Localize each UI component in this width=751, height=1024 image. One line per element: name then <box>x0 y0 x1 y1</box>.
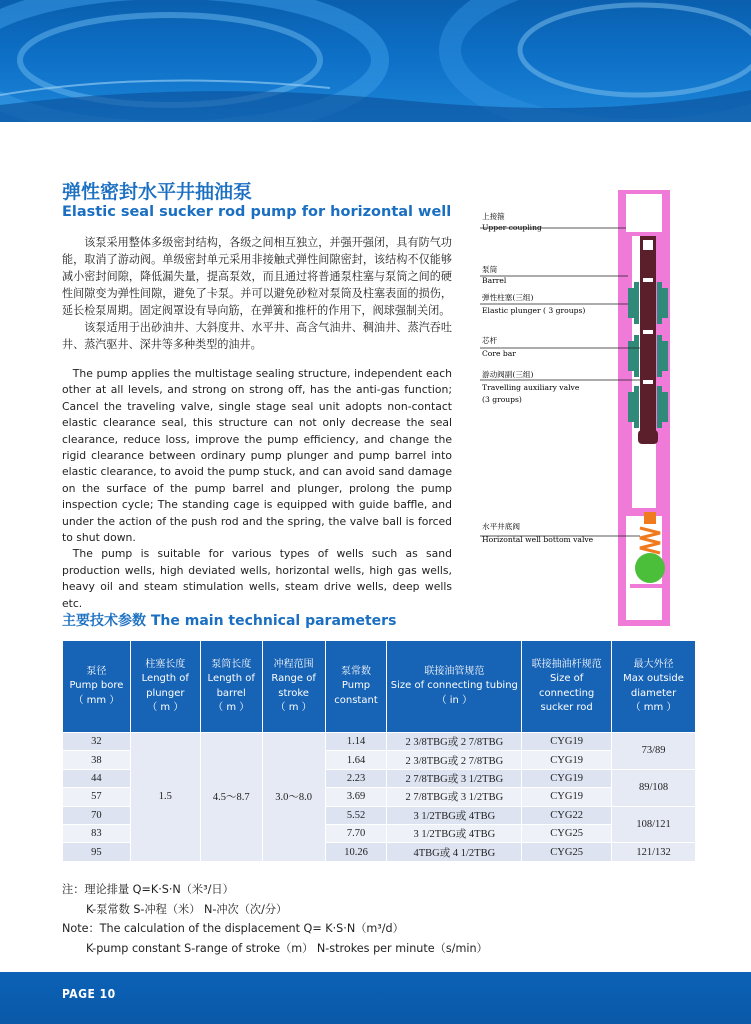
header-barrel-length: 泵筒长度 Length of barrel （ m ） <box>200 641 262 733</box>
cell-bore: 95 <box>63 843 131 861</box>
cell-bore: 70 <box>63 806 131 824</box>
valve-push-rod <box>644 512 656 524</box>
label-core-bar-cn: 芯杆 <box>482 336 498 345</box>
label-valve-cn: 游动阀副(三组) <box>482 370 534 379</box>
cell-constant: 10.26 <box>325 843 387 861</box>
label-plunger-en: Elastic plunger ( 3 groups) <box>482 306 586 315</box>
description-cn-paragraph: 该泵适用于出砂油井、大斜度井、水平井、高含气油井、稠油井、蒸汽吞吐井、蒸汽驱井、深井等多种类型的油井。 <box>62 321 452 351</box>
header-stroke-range: 冲程范围 Range of stroke （ m ） <box>262 641 325 733</box>
cell-constant: 5.52 <box>325 806 387 824</box>
valve-ball <box>635 553 665 583</box>
cell-bore: 38 <box>63 751 131 769</box>
label-plunger-cn: 弹性柱塞(三组) <box>482 293 534 302</box>
cell-rod: CYG25 <box>522 843 612 861</box>
cell-tubing: 3 1/2TBG或 4TBG <box>387 806 522 824</box>
banner-wave-graphic <box>0 0 751 122</box>
cell-tubing: 2 7/8TBG或 3 1/2TBG <box>387 788 522 806</box>
cell-plunger-length: 1.5 <box>130 733 200 862</box>
page-title-cn: 弹性密封水平井抽油泵 <box>62 181 253 203</box>
core-bar <box>640 236 656 441</box>
header-tubing-size: 联接油管规范 Size of connecting tubing （ in ） <box>387 641 522 733</box>
top-banner <box>0 0 751 122</box>
note-line: K-pump constant S-range of stroke（m） N-strokes per minute（s/min） <box>86 941 488 955</box>
cell-rod: CYG19 <box>522 733 612 751</box>
header-pump-bore: 泵径 Pump bore （ mm ） <box>63 641 131 733</box>
cell-constant: 2.23 <box>325 769 387 787</box>
cell-max-diameter: 108/121 <box>612 806 696 843</box>
cell-constant: 1.64 <box>325 751 387 769</box>
cell-rod: CYG19 <box>522 788 612 806</box>
label-bottom-valve-cn: 水平井底阀 <box>482 522 520 531</box>
label-barrel-cn: 泵筒 <box>482 265 498 274</box>
description-en <box>62 366 452 612</box>
cell-tubing: 3 1/2TBG或 4TBG <box>387 824 522 842</box>
cell-bore: 32 <box>63 733 131 751</box>
cell-tubing: 2 7/8TBG或 3 1/2TBG <box>387 769 522 787</box>
label-core-bar-en: Core bar <box>482 349 516 358</box>
cell-tubing: 2 3/8TBG或 2 7/8TBG <box>387 733 522 751</box>
label-valve-en: Travelling auxiliary valve <box>482 383 580 392</box>
description-cn <box>62 234 452 353</box>
cell-tubing: 2 3/8TBG或 2 7/8TBG <box>387 751 522 769</box>
cell-max-diameter: 73/89 <box>612 733 696 770</box>
description-en-paragraph: The pump applies the multistage sealing structure, independent each other at all levels, and strong on strong off, has the anti-gas function; Cancel the traveling valve, single stage seal unit adopts non-contact elastic clearance seal, this structure can not only decrease the seal clearance, reduce loss, improve the pump efficiency, and change the rigid clearance between ordinary pump plunger and pump barrel into elastic clearance, to avoid the pump stuck, and can avoid sand damage on the surface of the pump barrel and plunger, prolong the pump inspection cycle; The standing cage is equipped with guide baffle, and under the action of the push rod and the spring, the valve ball is forced to shut down. <box>62 367 452 545</box>
section-title: 主要技术参数 The main technical parameters <box>62 613 397 629</box>
cell-rod: CYG25 <box>522 824 612 842</box>
cell-stroke-range: 3.0～8.0 <box>262 733 325 862</box>
label-bottom-valve-en: Horizontal well bottom valve <box>482 535 594 544</box>
cell-bore: 57 <box>63 788 131 806</box>
cell-constant: 7.70 <box>325 824 387 842</box>
note-line: 注：理论排量 Q=K·S·N（米³/日） <box>62 883 234 896</box>
cell-barrel-length: 4.5～8.7 <box>200 733 262 862</box>
header-max-diameter: 最大外径 Max outside diameter （ mm ） <box>612 641 696 733</box>
cell-max-diameter: 89/108 <box>612 769 696 806</box>
table-header-row <box>63 641 696 733</box>
label-upper-coupling-en: Upper coupling <box>482 223 542 232</box>
cell-rod: CYG22 <box>522 806 612 824</box>
cell-constant: 3.69 <box>325 788 387 806</box>
pump-structure-diagram <box>480 190 680 630</box>
page-title-en: Elastic seal sucker rod pump for horizontal well <box>62 204 452 220</box>
note-line: Note：The calculation of the displacement Q= K·S·N（m³/d） <box>62 922 404 935</box>
cell-rod: CYG19 <box>522 751 612 769</box>
cell-max-diameter: 121/132 <box>612 843 696 861</box>
description-en-paragraph: The pump is suitable for various types of wells such as sand production wells, high deviated wells, horizontal wells, high gas wells, heavy oil and steam stimulation wells, steam drive wells, deep wells etc. <box>62 547 452 610</box>
cell-rod: CYG19 <box>522 769 612 787</box>
label-barrel-en: Barrel <box>482 276 507 285</box>
note-line: K-泵常数 S-冲程（米） N-冲次（次/分） <box>86 902 288 916</box>
label-upper-coupling-cn: 上接箍 <box>482 212 505 221</box>
header-sucker-rod-size: 联接抽油杆规范 Size of connecting sucker rod <box>522 641 612 733</box>
table-row <box>63 733 696 751</box>
cell-tubing: 4TBG或 4 1/2TBG <box>387 843 522 861</box>
parameters-table <box>62 640 696 862</box>
header-plunger-length: 柱塞长度 Length of plunger （ m ） <box>130 641 200 733</box>
header-pump-constant: 泵常数 Pump constant <box>325 641 387 733</box>
cell-bore: 44 <box>63 769 131 787</box>
cell-bore: 83 <box>63 824 131 842</box>
description-cn-paragraph: 该泵采用整体多级密封结构，各级之间相互独立，并强开强闭，具有防气功能，取消了游动阀。单级密封单元采用非接触式弹性间隙密封，该结构不仅能够减小密封间隙，降低漏失量，提高泵效，而且通过将普通泵柱塞与泵筒之间的硬性间隙变为弹性间隙，避免了卡泵。并可以避免砂粒对泵筒及柱塞表面的损伤，延长检泵周期。固定阀罩设有导向筋，在弹簧和推杆的作用下，阀球强制关闭。 <box>62 236 452 317</box>
page-number: PAGE 10 <box>62 987 116 1001</box>
formula-notes <box>62 880 488 958</box>
cell-constant: 1.14 <box>325 733 387 751</box>
label-valve-en2: (3 groups) <box>482 395 522 404</box>
